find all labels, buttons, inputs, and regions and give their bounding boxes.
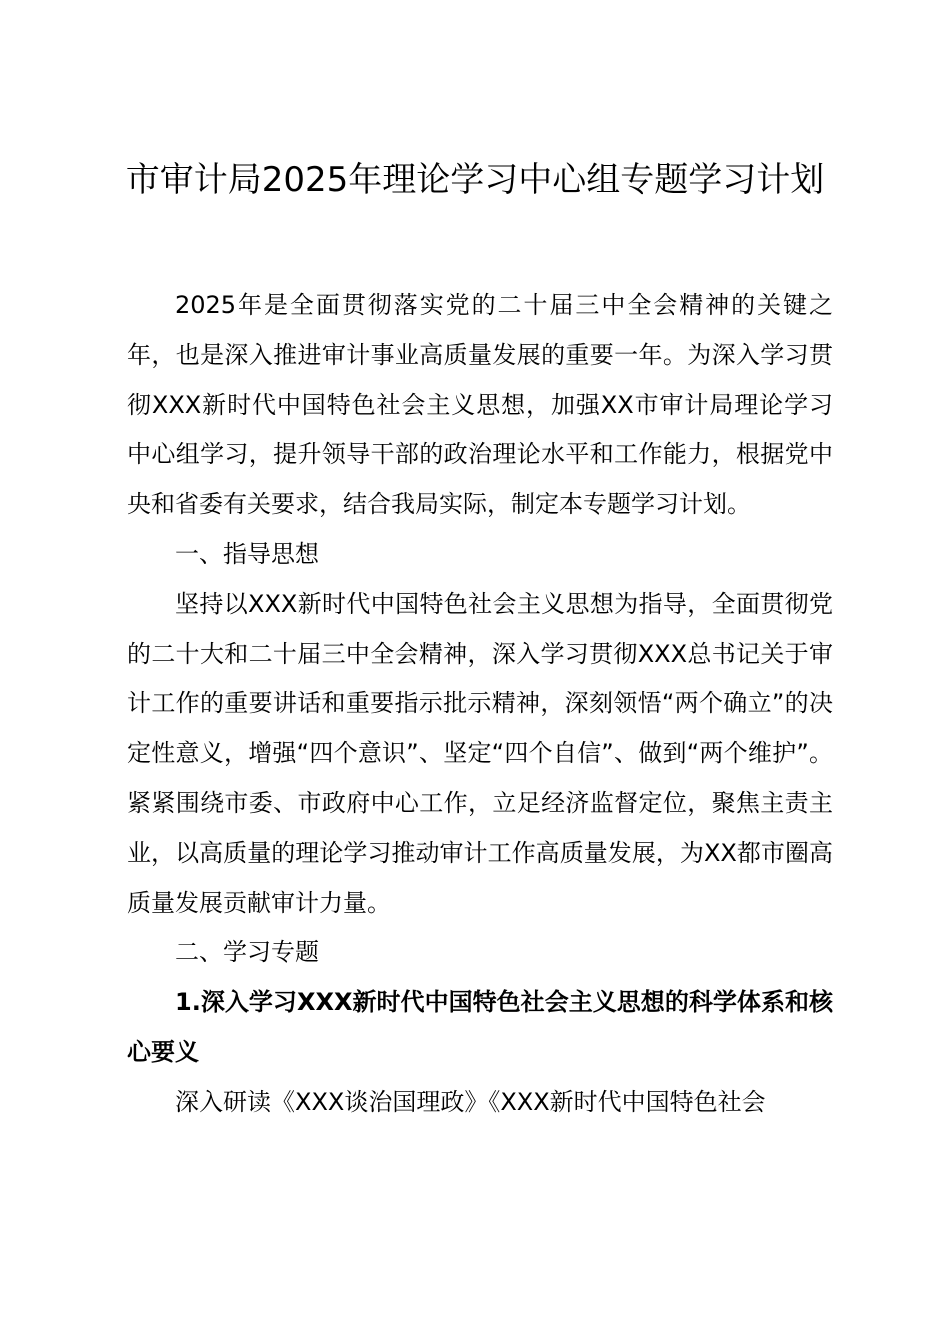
section-heading-guiding-ideology: 一、指导思想 [175,539,319,568]
document-title: 市审计局2025年理论学习中心组专题学习计划 [125,160,825,200]
document-body [127,281,833,1128]
topic-1-paragraph: 深入研读《XXX谈治国理政》《XXX新时代中国特色社会 [175,1087,766,1116]
guiding-ideology-paragraph: 坚持以XXX新时代中国特色社会主义思想为指导，全面贯彻党的二十大和二十届三中全会精神，深入学习贯彻XXX总书记关于审计工作的重要讲话和重要指示批示精神，深刻领悟“两个确立”的决定性意义，增强“四个意识”、坚定“四个自信”、做到“两个维护”。紧紧围绕市委、市政府中心工作，立足经济监督定位，聚焦主责主业，以高质量的理论学习推动审计工作高质量发展，为XX都市圈高质量发展贡献审计力量。 [127,589,833,917]
topic-1-heading: 1.深入学习XXX新时代中国特色社会主义思想的科学体系和核心要义 [127,988,833,1066]
intro-paragraph: 2025年是全面贯彻落实党的二十届三中全会精神的关键之年，也是深入推进审计事业高质量发展的重要一年。为深入学习贯彻XXX新时代中国特色社会主义思想，加强XX市审计局理论学习中心组学习，提升领导干部的政治理论水平和工作能力，根据党中央和省委有关要求，结合我局实际，制定本专题学习计划。 [127,291,833,519]
section-heading-study-topics: 二、学习专题 [175,938,319,967]
